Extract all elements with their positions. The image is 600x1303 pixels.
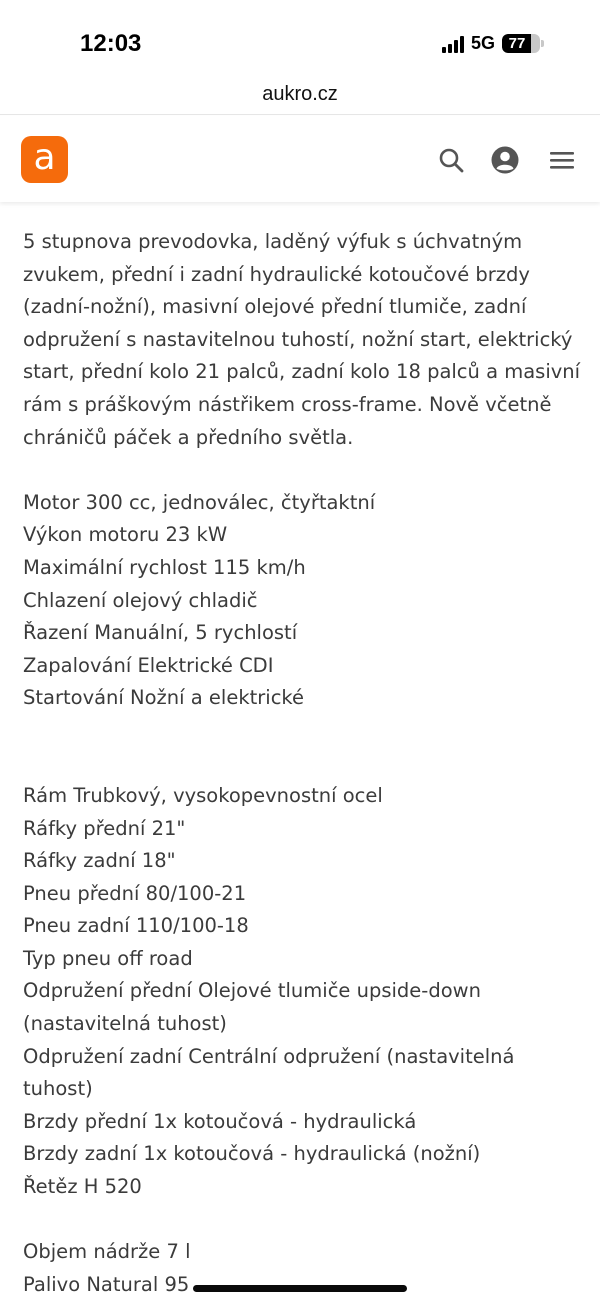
status-bar xyxy=(0,0,600,72)
menu-icon[interactable] xyxy=(549,147,575,173)
aukro-logo[interactable]: a xyxy=(21,136,68,183)
spec-line: Objem nádrže 7 l xyxy=(23,1240,191,1264)
spec-line: Rám Trubkový, vysokopevnostní ocel xyxy=(23,783,383,807)
spec-line: Brzdy zadní 1x kotoučová - hydraulická (nožní) xyxy=(23,1142,481,1166)
status-indicators xyxy=(442,33,544,54)
spec-line: Brzdy přední 1x kotoučová - hydraulická xyxy=(23,1109,417,1133)
spec-line: Odpružení zadní Centrální odpružení (nastavitelná tuhost) xyxy=(23,1044,515,1101)
url-text[interactable]: aukro.cz xyxy=(262,83,338,105)
chassis-specs xyxy=(23,780,583,1204)
browser-url-bar[interactable] xyxy=(0,72,600,115)
item-description xyxy=(23,226,583,1301)
network-type: 5G xyxy=(470,33,495,53)
battery-percent: 77 xyxy=(508,35,526,52)
description-intro: 5 stupnova prevodovka, laděný výfuk s úchvatným zvukem, přední i zadní hydraulické kotoučové brzdy (zadní-nožní), masivní olejové přední tlumiče, zadní odpružení s nastavitelnou tuhostí, nožní start, elektrický start, přední kolo 21 palců, zadní kolo 18 palců a masivní rám s práškovým nástřikem cross-frame. Nově včetně chráničů páček a předního světla. xyxy=(23,230,581,449)
spec-line: Motor 300 cc, jednoválec, čtyřtaktní xyxy=(23,490,376,514)
spec-line: Řazení Manuální, 5 rychlostí xyxy=(23,621,298,645)
spec-line: Ráfky přední 21" xyxy=(23,816,186,840)
spec-line: Ráfky zadní 18" xyxy=(23,849,176,873)
spec-line: Pneu zadní 110/100-18 xyxy=(23,914,249,938)
spec-line: Pneu přední 80/100-21 xyxy=(23,881,247,905)
signal-icon xyxy=(442,35,464,53)
spec-line: Řetěz H 520 xyxy=(23,1175,142,1199)
spec-line: Typ pneu off road xyxy=(23,946,193,970)
spec-line: Výkon motoru 23 kW xyxy=(23,523,228,547)
spec-line: Odpružení přední Olejové tlumiče upside-down (nastavitelná tuhost) xyxy=(23,979,481,1036)
search-icon[interactable] xyxy=(438,147,464,173)
site-header xyxy=(0,116,600,202)
spec-line: Zapalování Elektrické CDI xyxy=(23,653,274,677)
spec-line: Chlazení olejový chladič xyxy=(23,588,258,612)
home-indicator[interactable] xyxy=(193,1285,407,1292)
spec-line: Maximální rychlost 115 km/h xyxy=(23,555,306,579)
engine-specs xyxy=(23,487,583,715)
spec-line: Palivo Natural 95 xyxy=(23,1272,190,1296)
battery-icon xyxy=(502,34,544,53)
account-icon[interactable] xyxy=(491,146,519,174)
spec-line: Startování Nožní a elektrické xyxy=(23,686,305,710)
status-time: 12:03 xyxy=(80,30,142,57)
